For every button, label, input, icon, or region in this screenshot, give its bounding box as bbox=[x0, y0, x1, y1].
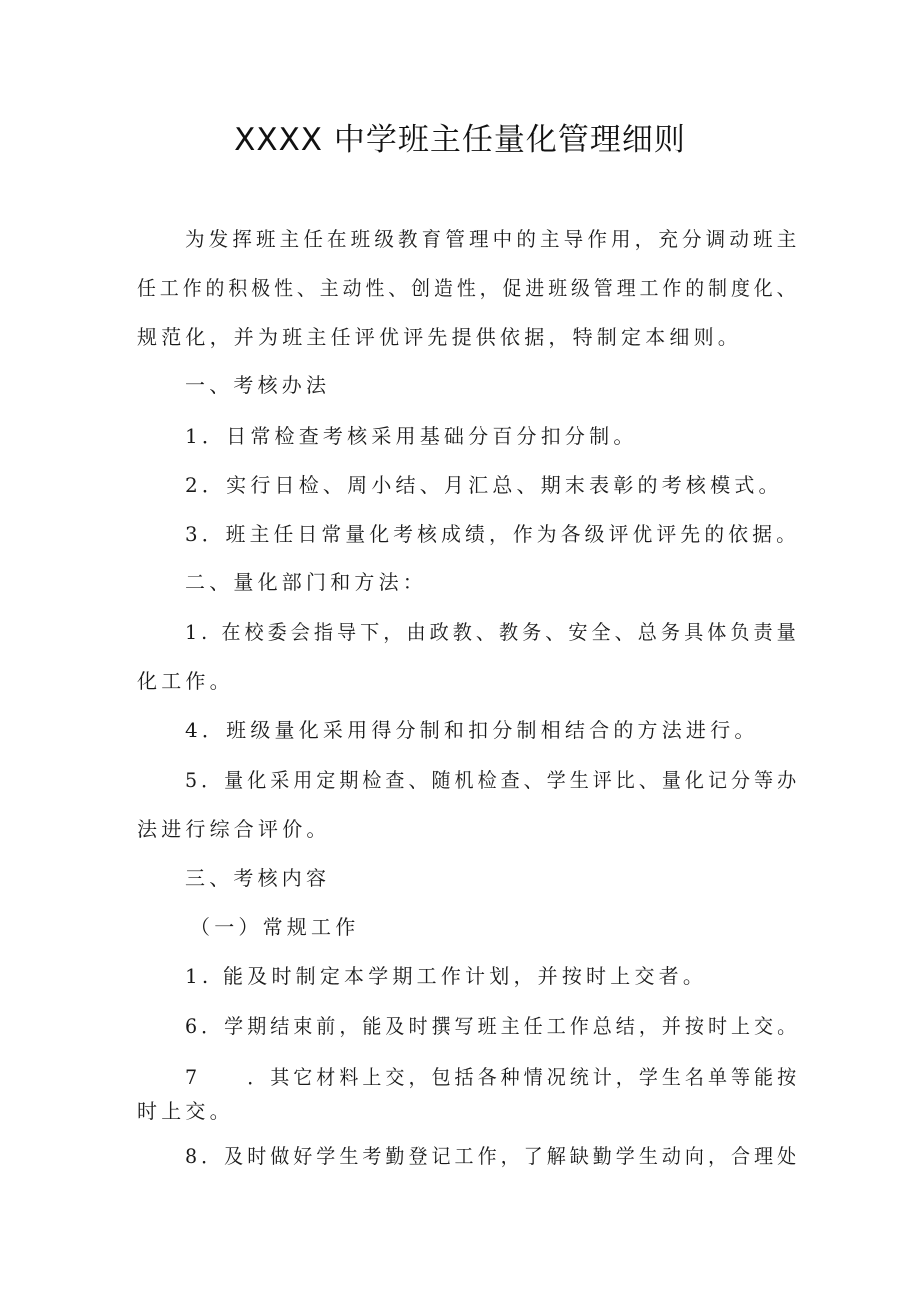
list-item-continuation: 化工作。 bbox=[137, 669, 234, 693]
intro-line-3: 规范化，并为班主任评优评先提供依据，特制定本细则。 bbox=[137, 325, 742, 349]
list-item: 5．量化采用定期检查、随机检查、学生评比、量化记分等办 bbox=[185, 768, 801, 792]
list-item: 1. 能及时制定本学期工作计划，并按时上交者。 bbox=[185, 964, 708, 988]
section-heading-3: 三、考核内容 bbox=[185, 866, 331, 890]
subsection-heading: （一）常规工作 bbox=[190, 915, 360, 939]
list-item: 1. 在校委会指导下，由政教、教务、安全、总务具体负责量 bbox=[185, 620, 800, 644]
list-item: 6．学期结束前，能及时撰写班主任工作总结，并按时上交。 bbox=[185, 1014, 801, 1038]
list-item: 1．日常检查考核采用基础分百分扣分制。 bbox=[185, 424, 638, 448]
list-item: 8．及时做好学生考勤登记工作，了解缺勤学生动向，合理处 bbox=[185, 1144, 801, 1168]
document-title: XXXX 中学班主任量化管理细则 bbox=[234, 122, 686, 158]
list-item: 4．班级量化采用得分制和扣分制相结合的方法进行。 bbox=[185, 718, 759, 742]
intro-line-2: 任工作的积极性、主动性、创造性，促进班级管理工作的制度化、 bbox=[137, 276, 800, 300]
section-heading-2: 二、量化部门和方法： bbox=[185, 570, 427, 594]
intro-line-1: 为发挥班主任在班级教育管理中的主导作用，充分调动班主 bbox=[185, 227, 801, 251]
list-item: 3．班主任日常量化考核成绩，作为各级评优评先的依据。 bbox=[185, 522, 801, 546]
list-item: 2．实行日检、周小结、月汇总、期末表彰的考核模式。 bbox=[185, 473, 783, 497]
list-item-continuation: 时上交。 bbox=[137, 1099, 234, 1123]
section-heading-1: 一、考核办法 bbox=[185, 373, 331, 397]
list-item: 7 ．其它材料上交，包括各种情况统计，学生名单等能按 bbox=[185, 1065, 801, 1089]
list-item-continuation: 法进行综合评价。 bbox=[137, 817, 331, 841]
